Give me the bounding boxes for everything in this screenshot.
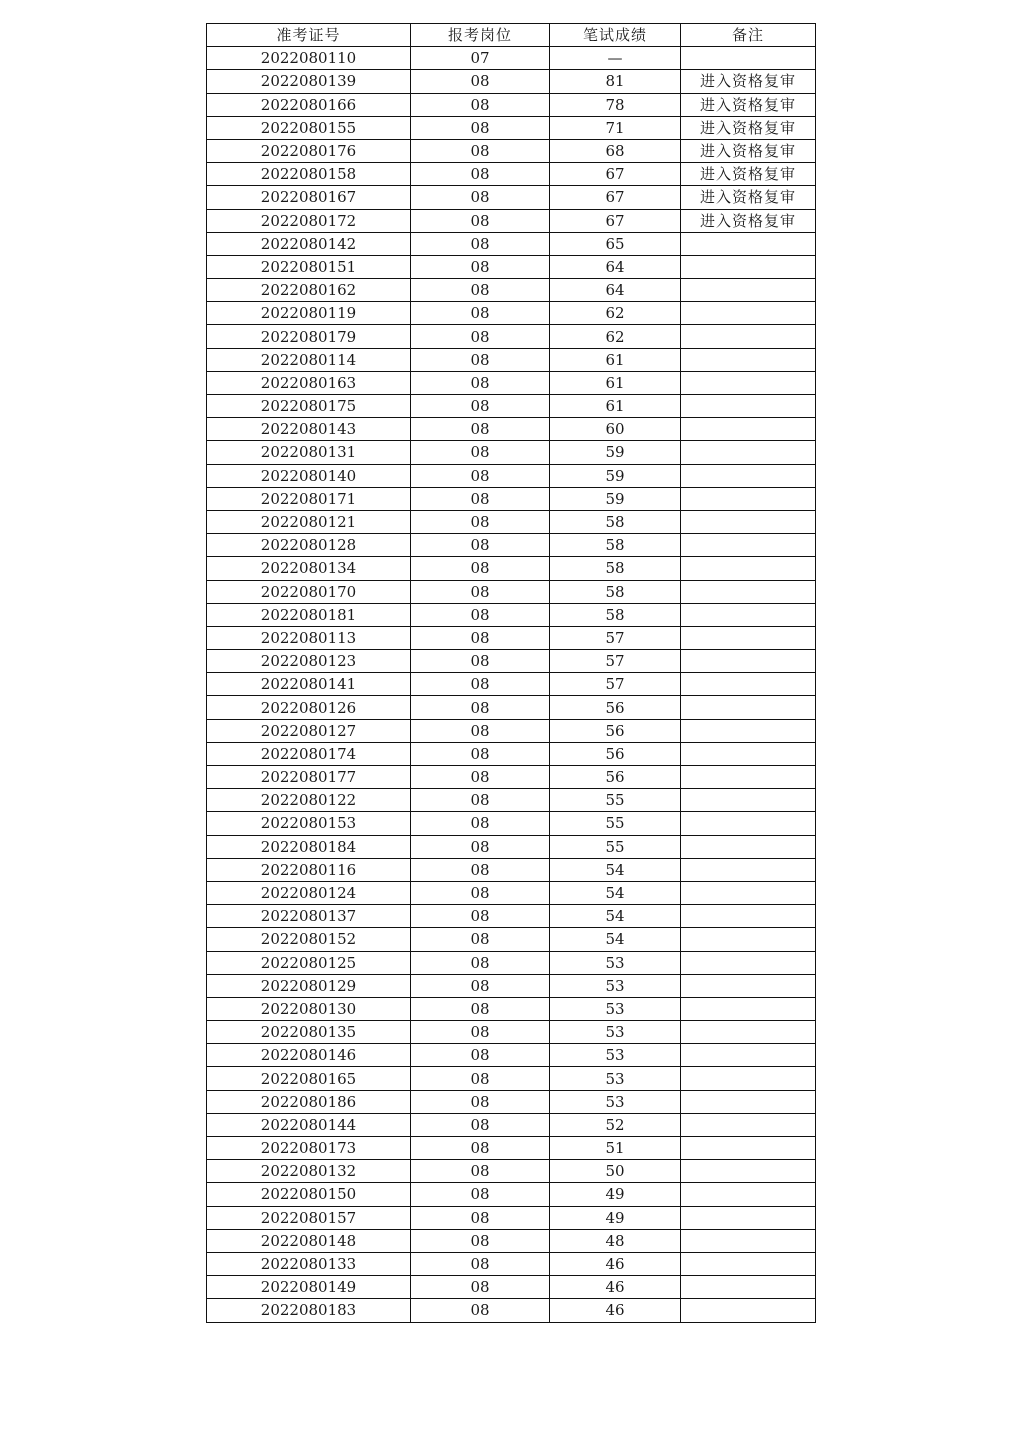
position-cell: 08 bbox=[411, 626, 550, 649]
header-remark: 备注 bbox=[681, 24, 816, 47]
table-row bbox=[207, 1067, 816, 1090]
position-cell: 08 bbox=[411, 186, 550, 209]
remark-cell bbox=[681, 603, 816, 626]
position-cell: 08 bbox=[411, 603, 550, 626]
table-row bbox=[207, 348, 816, 371]
remark-cell bbox=[681, 1044, 816, 1067]
table-row bbox=[207, 395, 816, 418]
remark-cell bbox=[681, 1299, 816, 1322]
table-row bbox=[207, 186, 816, 209]
position-cell: 08 bbox=[411, 742, 550, 765]
position-cell: 08 bbox=[411, 1137, 550, 1160]
score-cell: 54 bbox=[550, 858, 681, 881]
remark-cell bbox=[681, 1229, 816, 1252]
exam-id-cell: 2022080173 bbox=[207, 1137, 411, 1160]
table-body bbox=[207, 47, 816, 1322]
table-row bbox=[207, 1090, 816, 1113]
table-row bbox=[207, 371, 816, 394]
remark-cell bbox=[681, 279, 816, 302]
score-cell: 53 bbox=[550, 1067, 681, 1090]
score-cell: 53 bbox=[550, 1044, 681, 1067]
position-cell: 08 bbox=[411, 858, 550, 881]
position-cell: 08 bbox=[411, 881, 550, 904]
remark-cell bbox=[681, 766, 816, 789]
remark-cell bbox=[681, 1090, 816, 1113]
score-cell: 53 bbox=[550, 997, 681, 1020]
table-row bbox=[207, 209, 816, 232]
table-row bbox=[207, 232, 816, 255]
exam-id-cell: 2022080153 bbox=[207, 812, 411, 835]
position-cell: 08 bbox=[411, 395, 550, 418]
remark-cell bbox=[681, 1113, 816, 1136]
score-cell: 61 bbox=[550, 348, 681, 371]
position-cell: 08 bbox=[411, 951, 550, 974]
exam-id-cell: 2022080121 bbox=[207, 510, 411, 533]
remark-cell bbox=[681, 1252, 816, 1275]
exam-id-cell: 2022080113 bbox=[207, 626, 411, 649]
position-cell: 08 bbox=[411, 905, 550, 928]
position-cell: 08 bbox=[411, 696, 550, 719]
position-cell: 08 bbox=[411, 580, 550, 603]
position-cell: 08 bbox=[411, 928, 550, 951]
exam-id-cell: 2022080186 bbox=[207, 1090, 411, 1113]
table-row bbox=[207, 603, 816, 626]
position-cell: 08 bbox=[411, 1276, 550, 1299]
remark-cell: 进入资格复审 bbox=[681, 186, 816, 209]
table-row bbox=[207, 1021, 816, 1044]
table-row bbox=[207, 997, 816, 1020]
score-cell: 56 bbox=[550, 742, 681, 765]
remark-cell bbox=[681, 325, 816, 348]
exam-id-cell: 2022080142 bbox=[207, 232, 411, 255]
position-cell: 08 bbox=[411, 348, 550, 371]
exam-id-cell: 2022080158 bbox=[207, 163, 411, 186]
remark-cell bbox=[681, 673, 816, 696]
table-row bbox=[207, 163, 816, 186]
header-position: 报考岗位 bbox=[411, 24, 550, 47]
exam-id-cell: 2022080150 bbox=[207, 1183, 411, 1206]
table-row bbox=[207, 1299, 816, 1322]
score-cell: 81 bbox=[550, 70, 681, 93]
table-row bbox=[207, 951, 816, 974]
score-cell: 57 bbox=[550, 650, 681, 673]
remark-cell bbox=[681, 255, 816, 278]
table-row bbox=[207, 1113, 816, 1136]
exam-id-cell: 2022080116 bbox=[207, 858, 411, 881]
position-cell: 08 bbox=[411, 302, 550, 325]
header-row bbox=[207, 24, 816, 47]
score-cell: 53 bbox=[550, 1090, 681, 1113]
remark-cell bbox=[681, 905, 816, 928]
exam-id-cell: 2022080139 bbox=[207, 70, 411, 93]
exam-id-cell: 2022080122 bbox=[207, 789, 411, 812]
score-cell: 67 bbox=[550, 163, 681, 186]
exam-id-cell: 2022080152 bbox=[207, 928, 411, 951]
table-row bbox=[207, 905, 816, 928]
position-cell: 08 bbox=[411, 719, 550, 742]
exam-id-cell: 2022080132 bbox=[207, 1160, 411, 1183]
exam-id-cell: 2022080124 bbox=[207, 881, 411, 904]
exam-id-cell: 2022080127 bbox=[207, 719, 411, 742]
score-cell: 62 bbox=[550, 302, 681, 325]
table-row bbox=[207, 1206, 816, 1229]
exam-id-cell: 2022080184 bbox=[207, 835, 411, 858]
remark-cell: 进入资格复审 bbox=[681, 93, 816, 116]
score-cell: 65 bbox=[550, 232, 681, 255]
exam-id-cell: 2022080110 bbox=[207, 47, 411, 70]
score-cell: 52 bbox=[550, 1113, 681, 1136]
remark-cell bbox=[681, 1183, 816, 1206]
position-cell: 08 bbox=[411, 116, 550, 139]
position-cell: 08 bbox=[411, 93, 550, 116]
exam-id-cell: 2022080141 bbox=[207, 673, 411, 696]
table-row bbox=[207, 1183, 816, 1206]
exam-id-cell: 2022080126 bbox=[207, 696, 411, 719]
table-row bbox=[207, 1229, 816, 1252]
table-row bbox=[207, 928, 816, 951]
remark-cell bbox=[681, 928, 816, 951]
remark-cell: 进入资格复审 bbox=[681, 163, 816, 186]
remark-cell bbox=[681, 1067, 816, 1090]
exam-id-cell: 2022080135 bbox=[207, 1021, 411, 1044]
position-cell: 08 bbox=[411, 1299, 550, 1322]
table-row bbox=[207, 1044, 816, 1067]
table-row bbox=[207, 464, 816, 487]
exam-id-cell: 2022080151 bbox=[207, 255, 411, 278]
remark-cell bbox=[681, 534, 816, 557]
score-cell: 56 bbox=[550, 766, 681, 789]
position-cell: 08 bbox=[411, 232, 550, 255]
exam-id-cell: 2022080176 bbox=[207, 139, 411, 162]
exam-id-cell: 2022080163 bbox=[207, 371, 411, 394]
remark-cell bbox=[681, 371, 816, 394]
score-cell: 46 bbox=[550, 1299, 681, 1322]
table-row bbox=[207, 974, 816, 997]
score-cell: 54 bbox=[550, 881, 681, 904]
remark-cell bbox=[681, 812, 816, 835]
position-cell: 08 bbox=[411, 418, 550, 441]
exam-id-cell: 2022080130 bbox=[207, 997, 411, 1020]
remark-cell bbox=[681, 1206, 816, 1229]
score-cell: 58 bbox=[550, 580, 681, 603]
score-cell: 49 bbox=[550, 1206, 681, 1229]
table-row bbox=[207, 1276, 816, 1299]
exam-id-cell: 2022080155 bbox=[207, 116, 411, 139]
position-cell: 08 bbox=[411, 534, 550, 557]
position-cell: 08 bbox=[411, 487, 550, 510]
exam-id-cell: 2022080134 bbox=[207, 557, 411, 580]
exam-id-cell: 2022080125 bbox=[207, 951, 411, 974]
score-cell: 54 bbox=[550, 905, 681, 928]
exam-id-cell: 2022080114 bbox=[207, 348, 411, 371]
remark-cell bbox=[681, 974, 816, 997]
table-row bbox=[207, 116, 816, 139]
remark-cell bbox=[681, 418, 816, 441]
table-row bbox=[207, 487, 816, 510]
position-cell: 08 bbox=[411, 1113, 550, 1136]
position-cell: 08 bbox=[411, 1160, 550, 1183]
score-cell: 68 bbox=[550, 139, 681, 162]
exam-id-cell: 2022080177 bbox=[207, 766, 411, 789]
position-cell: 08 bbox=[411, 1021, 550, 1044]
table-row bbox=[207, 1137, 816, 1160]
table-row bbox=[207, 302, 816, 325]
score-cell: 59 bbox=[550, 464, 681, 487]
remark-cell bbox=[681, 302, 816, 325]
score-cell: 53 bbox=[550, 951, 681, 974]
exam-id-cell: 2022080149 bbox=[207, 1276, 411, 1299]
position-cell: 08 bbox=[411, 325, 550, 348]
table-row bbox=[207, 47, 816, 70]
score-cell: 59 bbox=[550, 487, 681, 510]
remark-cell bbox=[681, 557, 816, 580]
table-row bbox=[207, 510, 816, 533]
table-row bbox=[207, 719, 816, 742]
exam-id-cell: 2022080162 bbox=[207, 279, 411, 302]
exam-id-cell: 2022080157 bbox=[207, 1206, 411, 1229]
score-cell: 62 bbox=[550, 325, 681, 348]
exam-id-cell: 2022080137 bbox=[207, 905, 411, 928]
remark-cell bbox=[681, 47, 816, 70]
exam-id-cell: 2022080148 bbox=[207, 1229, 411, 1252]
table-row bbox=[207, 534, 816, 557]
exam-id-cell: 2022080146 bbox=[207, 1044, 411, 1067]
remark-cell bbox=[681, 835, 816, 858]
position-cell: 08 bbox=[411, 70, 550, 93]
exam-id-cell: 2022080119 bbox=[207, 302, 411, 325]
exam-id-cell: 2022080166 bbox=[207, 93, 411, 116]
position-cell: 07 bbox=[411, 47, 550, 70]
score-cell: 55 bbox=[550, 812, 681, 835]
position-cell: 08 bbox=[411, 766, 550, 789]
remark-cell: 进入资格复审 bbox=[681, 116, 816, 139]
score-cell: 57 bbox=[550, 673, 681, 696]
header-written-score: 笔试成绩 bbox=[550, 24, 681, 47]
score-cell: 59 bbox=[550, 441, 681, 464]
exam-id-cell: 2022080140 bbox=[207, 464, 411, 487]
exam-id-cell: 2022080175 bbox=[207, 395, 411, 418]
position-cell: 08 bbox=[411, 557, 550, 580]
header-exam-id: 准考证号 bbox=[207, 24, 411, 47]
position-cell: 08 bbox=[411, 371, 550, 394]
position-cell: 08 bbox=[411, 1090, 550, 1113]
position-cell: 08 bbox=[411, 789, 550, 812]
score-cell: 61 bbox=[550, 371, 681, 394]
score-cell: 55 bbox=[550, 835, 681, 858]
score-cell: 58 bbox=[550, 534, 681, 557]
score-cell: 71 bbox=[550, 116, 681, 139]
position-cell: 08 bbox=[411, 1183, 550, 1206]
score-cell: 67 bbox=[550, 186, 681, 209]
remark-cell bbox=[681, 348, 816, 371]
exam-id-cell: 2022080171 bbox=[207, 487, 411, 510]
table-row bbox=[207, 557, 816, 580]
exam-id-cell: 2022080128 bbox=[207, 534, 411, 557]
table-row bbox=[207, 1160, 816, 1183]
remark-cell bbox=[681, 626, 816, 649]
exam-id-cell: 2022080167 bbox=[207, 186, 411, 209]
score-cell: 64 bbox=[550, 279, 681, 302]
position-cell: 08 bbox=[411, 997, 550, 1020]
score-cell: 50 bbox=[550, 1160, 681, 1183]
exam-id-cell: 2022080131 bbox=[207, 441, 411, 464]
remark-cell bbox=[681, 881, 816, 904]
remark-cell bbox=[681, 858, 816, 881]
score-cell: 49 bbox=[550, 1183, 681, 1206]
exam-id-cell: 2022080170 bbox=[207, 580, 411, 603]
remark-cell bbox=[681, 789, 816, 812]
table-row bbox=[207, 812, 816, 835]
table-row bbox=[207, 650, 816, 673]
exam-id-cell: 2022080144 bbox=[207, 1113, 411, 1136]
score-cell: 61 bbox=[550, 395, 681, 418]
table-row bbox=[207, 789, 816, 812]
table-row bbox=[207, 325, 816, 348]
remark-cell bbox=[681, 1160, 816, 1183]
remark-cell bbox=[681, 719, 816, 742]
remark-cell bbox=[681, 1021, 816, 1044]
position-cell: 08 bbox=[411, 1067, 550, 1090]
remark-cell bbox=[681, 1276, 816, 1299]
remark-cell bbox=[681, 951, 816, 974]
table-row bbox=[207, 418, 816, 441]
remark-cell bbox=[681, 650, 816, 673]
remark-cell bbox=[681, 487, 816, 510]
exam-id-cell: 2022080123 bbox=[207, 650, 411, 673]
position-cell: 08 bbox=[411, 835, 550, 858]
score-cell: 53 bbox=[550, 974, 681, 997]
position-cell: 08 bbox=[411, 139, 550, 162]
table-row bbox=[207, 858, 816, 881]
position-cell: 08 bbox=[411, 1044, 550, 1067]
score-cell: 58 bbox=[550, 510, 681, 533]
remark-cell bbox=[681, 997, 816, 1020]
position-cell: 08 bbox=[411, 673, 550, 696]
remark-cell bbox=[681, 1137, 816, 1160]
exam-id-cell: 2022080183 bbox=[207, 1299, 411, 1322]
position-cell: 08 bbox=[411, 812, 550, 835]
position-cell: 08 bbox=[411, 1206, 550, 1229]
table-row bbox=[207, 881, 816, 904]
table-row bbox=[207, 626, 816, 649]
table-row bbox=[207, 93, 816, 116]
score-cell: 67 bbox=[550, 209, 681, 232]
score-cell: 54 bbox=[550, 928, 681, 951]
score-table bbox=[206, 23, 816, 1323]
score-cell: 56 bbox=[550, 696, 681, 719]
position-cell: 08 bbox=[411, 650, 550, 673]
score-cell: 58 bbox=[550, 557, 681, 580]
table-row bbox=[207, 441, 816, 464]
table-row bbox=[207, 255, 816, 278]
exam-id-cell: 2022080172 bbox=[207, 209, 411, 232]
table-row bbox=[207, 673, 816, 696]
table-row bbox=[207, 1252, 816, 1275]
position-cell: 08 bbox=[411, 209, 550, 232]
remark-cell bbox=[681, 742, 816, 765]
exam-id-cell: 2022080133 bbox=[207, 1252, 411, 1275]
position-cell: 08 bbox=[411, 163, 550, 186]
position-cell: 08 bbox=[411, 974, 550, 997]
score-cell: 58 bbox=[550, 603, 681, 626]
exam-id-cell: 2022080165 bbox=[207, 1067, 411, 1090]
remark-cell bbox=[681, 232, 816, 255]
exam-id-cell: 2022080129 bbox=[207, 974, 411, 997]
exam-id-cell: 2022080181 bbox=[207, 603, 411, 626]
score-cell: 60 bbox=[550, 418, 681, 441]
exam-id-cell: 2022080179 bbox=[207, 325, 411, 348]
position-cell: 08 bbox=[411, 279, 550, 302]
remark-cell: 进入资格复审 bbox=[681, 209, 816, 232]
score-cell: 46 bbox=[550, 1276, 681, 1299]
exam-id-cell: 2022080143 bbox=[207, 418, 411, 441]
table-row bbox=[207, 279, 816, 302]
remark-cell bbox=[681, 580, 816, 603]
table-row bbox=[207, 742, 816, 765]
score-cell: 64 bbox=[550, 255, 681, 278]
score-cell: 51 bbox=[550, 1137, 681, 1160]
position-cell: 08 bbox=[411, 1229, 550, 1252]
score-cell: 53 bbox=[550, 1021, 681, 1044]
score-cell: 46 bbox=[550, 1252, 681, 1275]
table-row bbox=[207, 766, 816, 789]
position-cell: 08 bbox=[411, 1252, 550, 1275]
position-cell: 08 bbox=[411, 255, 550, 278]
score-cell: 55 bbox=[550, 789, 681, 812]
score-cell: 48 bbox=[550, 1229, 681, 1252]
position-cell: 08 bbox=[411, 464, 550, 487]
score-cell: 57 bbox=[550, 626, 681, 649]
table-row bbox=[207, 835, 816, 858]
remark-cell bbox=[681, 464, 816, 487]
score-cell: — bbox=[550, 47, 681, 70]
remark-cell bbox=[681, 696, 816, 719]
exam-id-cell: 2022080174 bbox=[207, 742, 411, 765]
table-row bbox=[207, 139, 816, 162]
position-cell: 08 bbox=[411, 441, 550, 464]
remark-cell bbox=[681, 510, 816, 533]
table-row bbox=[207, 70, 816, 93]
remark-cell bbox=[681, 441, 816, 464]
remark-cell: 进入资格复审 bbox=[681, 139, 816, 162]
remark-cell: 进入资格复审 bbox=[681, 70, 816, 93]
score-cell: 56 bbox=[550, 719, 681, 742]
score-cell: 78 bbox=[550, 93, 681, 116]
position-cell: 08 bbox=[411, 510, 550, 533]
table-row bbox=[207, 580, 816, 603]
remark-cell bbox=[681, 395, 816, 418]
table-row bbox=[207, 696, 816, 719]
